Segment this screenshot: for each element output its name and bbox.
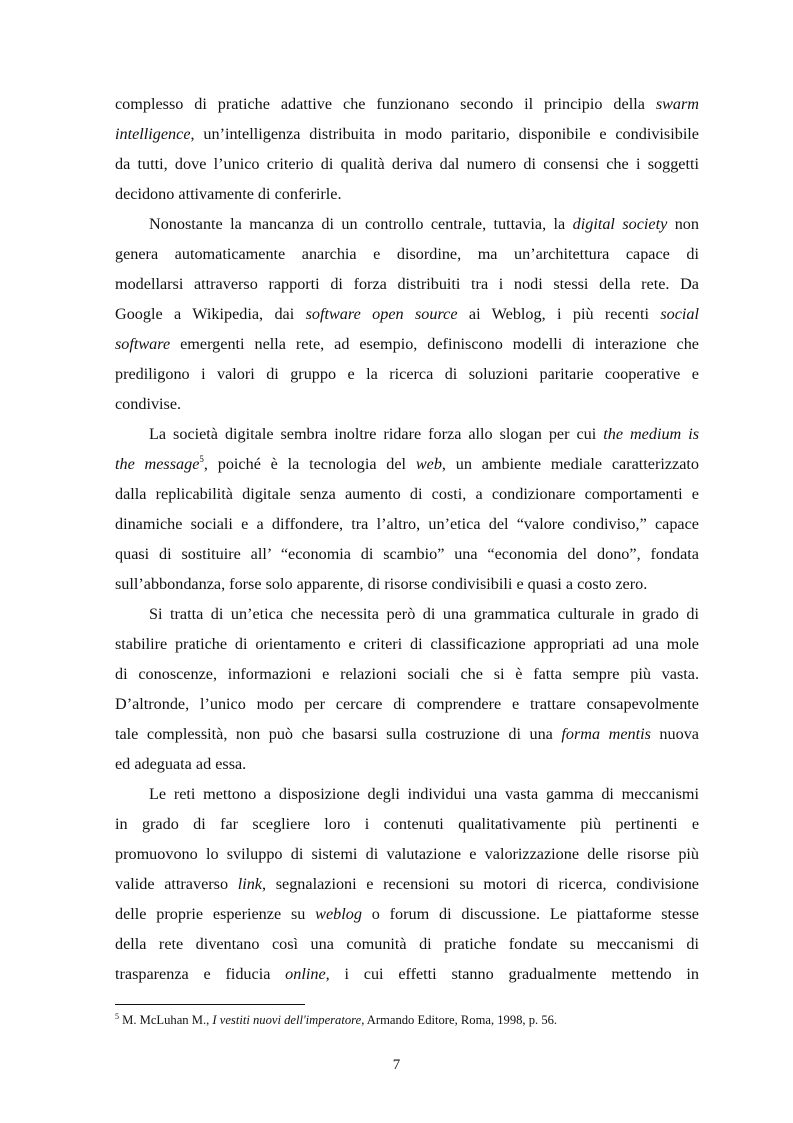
text-run: quasi di sostituire all’ “economia di scambio” una “economia del dono”, fondata bbox=[115, 545, 699, 563]
italic-term: digital society bbox=[572, 215, 668, 233]
text-line bbox=[115, 869, 699, 899]
text-run: stabilire pratiche di orientamento e criteri di classificazione appropriati ad una mole bbox=[115, 635, 699, 653]
text-run: condivise. bbox=[115, 395, 182, 413]
italic-term: link bbox=[237, 875, 262, 893]
text-line bbox=[115, 479, 699, 509]
text-line bbox=[115, 269, 699, 299]
text-line bbox=[115, 419, 699, 449]
text-run: valide attraverso bbox=[115, 875, 238, 893]
text-line bbox=[115, 929, 699, 959]
footnote-text: M. McLuhan M., bbox=[119, 1013, 213, 1027]
text-run: Le reti mettono a disposizione degli individui una vasta gamma di meccanismi bbox=[149, 785, 699, 803]
text-line bbox=[115, 629, 699, 659]
text-run: o forum di discussione. Le piattaforme stesse bbox=[361, 905, 699, 923]
paragraph bbox=[115, 89, 699, 209]
italic-term: swarm bbox=[655, 95, 699, 113]
paragraph bbox=[115, 209, 699, 419]
text-line bbox=[115, 359, 699, 389]
text-run: promuovono lo sviluppo di sistemi di valutazione e valorizzazione delle risorse più bbox=[115, 845, 699, 863]
text-line bbox=[115, 179, 699, 209]
footnote-title: I vestiti nuovi dell'imperatore bbox=[212, 1013, 362, 1027]
text-run: , segnalazioni e recensioni su motori di ricerca, condivisione bbox=[262, 875, 699, 893]
footnote-text-end: , Armando Editore, Roma, 1998, p. 56. bbox=[361, 1013, 558, 1027]
text-run: di conoscenze, informazioni e relazioni sociali che si è fatta sempre più vasta. bbox=[115, 665, 699, 683]
text-line bbox=[115, 509, 699, 539]
text-run: ai Weblog, i più recenti bbox=[457, 305, 661, 323]
text-run: da tutti, dove l’unico criterio di qualità deriva dal numero di consensi che i soggetti bbox=[115, 155, 699, 173]
text-line bbox=[115, 449, 699, 479]
text-run: in grado di far scegliere loro i contenuti qualitativamente più pertinenti e bbox=[115, 815, 699, 833]
text-line bbox=[115, 389, 699, 419]
text-line bbox=[115, 899, 699, 929]
text-line bbox=[115, 689, 699, 719]
text-line bbox=[115, 239, 699, 269]
text-line bbox=[115, 749, 699, 779]
text-run: emergenti nella rete, ad esempio, definiscono modelli di interazione che bbox=[170, 335, 699, 353]
text-run: complesso di pratiche adattive che funzionano secondo il principio della bbox=[115, 95, 656, 113]
paragraph bbox=[115, 599, 699, 779]
text-run: decidono attivamente di conferirle. bbox=[115, 185, 342, 203]
text-line bbox=[115, 539, 699, 569]
footnote-marker: 5 bbox=[115, 1012, 119, 1021]
text-run: prediligono i valori di gruppo e la ricerca di soluzioni paritarie cooperative e bbox=[115, 365, 699, 383]
text-run: tale complessità, non può che basarsi sulla costruzione di una bbox=[115, 725, 562, 743]
italic-term: online, bbox=[285, 965, 330, 983]
text-line bbox=[115, 149, 699, 179]
text-line bbox=[115, 329, 699, 359]
footnote-reference: 5 bbox=[199, 454, 204, 464]
italic-term: weblog bbox=[315, 905, 362, 923]
text-run: D’altronde, l’unico modo per cercare di comprendere e trattare consapevolmente bbox=[115, 695, 699, 713]
text-line bbox=[115, 599, 699, 629]
footnote-separator bbox=[115, 1004, 305, 1005]
text-run: Si tratta di un’etica che necessita però di una grammatica culturale in grado di bbox=[149, 605, 699, 623]
page-number: 7 bbox=[392, 1057, 401, 1073]
text-line bbox=[115, 809, 699, 839]
text-run: La società digitale sembra inoltre ridare forza allo slogan per cui bbox=[149, 425, 604, 443]
text-line bbox=[115, 839, 699, 869]
text-line bbox=[115, 89, 699, 119]
text-line bbox=[115, 209, 699, 239]
text-line bbox=[115, 659, 699, 689]
text-run: , un’intelligenza distribuita in modo paritario, disponibile e condivisibile bbox=[190, 125, 699, 143]
text-run: , un ambiente mediale caratterizzato bbox=[441, 455, 699, 473]
text-line bbox=[115, 569, 699, 599]
text-run: Google a Wikipedia, dai bbox=[115, 305, 306, 323]
paragraph bbox=[115, 779, 699, 989]
text-run: dalla replicabilità digitale senza aumento di costi, a condizionare comportamenti e bbox=[115, 485, 699, 503]
text-run: della rete diventano così una comunità di pratiche fondate su meccanismi di bbox=[115, 935, 699, 953]
text-run: modellarsi attraverso rapporti di forza distribuiti tra i nodi stessi della rete. Da bbox=[115, 275, 699, 293]
text-run: genera automaticamente anarchia e disordine, ma un’architettura capace di bbox=[115, 245, 699, 263]
text-run: sull’abbondanza, forse solo apparente, di risorse condivisibili e quasi a costo zero. bbox=[115, 575, 648, 593]
text-line bbox=[115, 779, 699, 809]
text-line bbox=[115, 959, 699, 989]
text-run: , poiché è la tecnologia del bbox=[203, 455, 416, 473]
text-run: ed adeguata ad essa. bbox=[115, 755, 247, 773]
italic-term: software open source bbox=[305, 305, 458, 323]
italic-term: the medium is bbox=[603, 425, 700, 443]
italic-term: web bbox=[415, 455, 442, 473]
text-run: dinamiche sociali e a diffondere, tra l’altro, un’etica del “valore condiviso,” capace bbox=[115, 515, 699, 533]
italic-term: forma mentis bbox=[561, 725, 651, 743]
text-run: i cui effetti stanno gradualmente mettendo in bbox=[329, 965, 699, 983]
text-run: trasparenza e fiducia bbox=[115, 965, 286, 983]
text-line bbox=[115, 299, 699, 329]
text-run: nuova bbox=[650, 725, 699, 743]
text-line bbox=[115, 719, 699, 749]
text-run: delle proprie esperienze su bbox=[115, 905, 316, 923]
text-line bbox=[115, 119, 699, 149]
italic-term: social bbox=[660, 305, 699, 323]
text-run: non bbox=[667, 215, 699, 233]
text-run: Nonostante la mancanza di un controllo centrale, tuttavia, la bbox=[149, 215, 573, 233]
paragraph bbox=[115, 419, 699, 599]
italic-term: the message bbox=[115, 455, 200, 473]
italic-term: intelligence bbox=[115, 125, 191, 143]
italic-term: software bbox=[115, 335, 171, 353]
footnote bbox=[115, 1012, 715, 1028]
